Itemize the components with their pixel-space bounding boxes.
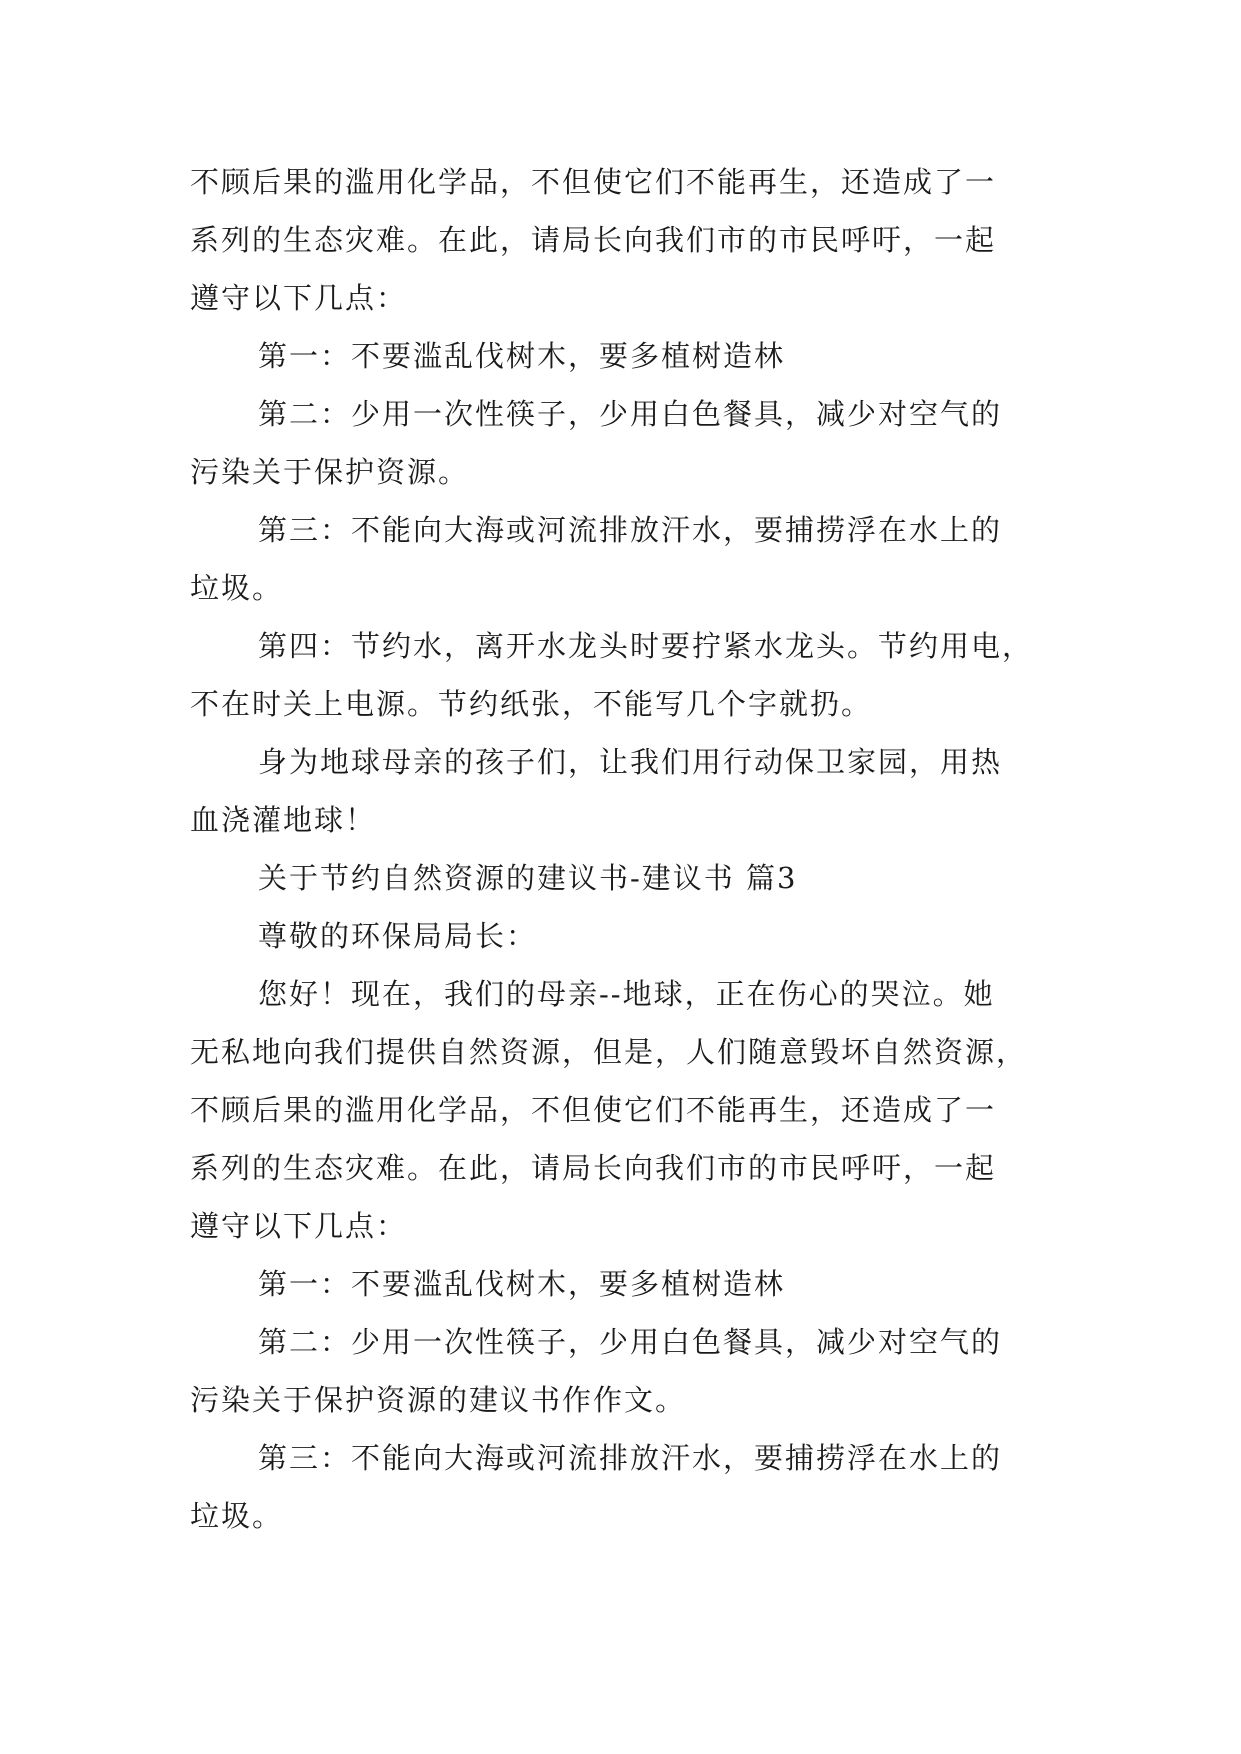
text-line: 身为地球母亲的孩子们，让我们用行动保卫家园，用热 — [258, 745, 1003, 779]
text-line: 血浇灌地球！ — [190, 803, 377, 837]
text-line: 不在时关上电源。节约纸张，不能写几个字就扔。 — [190, 687, 873, 721]
text-line: 您好！现在，我们的母亲--地球，正在伤心的哭泣。她 — [258, 977, 995, 1011]
text-line: 第二：少用一次性筷子，少用白色餐具，减少对空气的 — [258, 1325, 1003, 1359]
text-line: 污染关于保护资源的建议书作作文。 — [190, 1383, 687, 1417]
text-line: 第三：不能向大海或河流排放汗水，要捕捞浮在水上的 — [258, 1441, 1003, 1475]
text-line: 第四：节约水，离开水龙头时要拧紧水龙头。节约用电， — [258, 629, 1034, 663]
text-line: 遵守以下几点： — [190, 281, 408, 315]
document-page — [190, 153, 1060, 1545]
text-line: 系列的生态灾难。在此，请局长向我们市的市民呼吁，一起 — [190, 1151, 997, 1185]
text-line: 垃圾。 — [190, 571, 284, 605]
text-line: 第一：不要滥乱伐树木，要多植树造林 — [258, 1267, 786, 1301]
text-line: 第一：不要滥乱伐树木，要多植树造林 — [258, 339, 786, 373]
text-line: 不顾后果的滥用化学品，不但使它们不能再生，还造成了一 — [190, 1093, 997, 1127]
text-line: 遵守以下几点： — [190, 1209, 408, 1243]
text-line: 无私地向我们提供自然资源，但是，人们随意毁坏自然资源， — [190, 1035, 1028, 1069]
section-heading: 关于节约自然资源的建议书-建议书 篇3 — [258, 861, 798, 895]
text-line: 第三：不能向大海或河流排放汗水，要捕捞浮在水上的 — [258, 513, 1003, 547]
salutation: 尊敬的环保局局长： — [258, 919, 538, 953]
text-line: 垃圾。 — [190, 1499, 284, 1533]
text-line: 污染关于保护资源。 — [190, 455, 470, 489]
text-line: 不顾后果的滥用化学品，不但使它们不能再生，还造成了一 — [190, 165, 997, 199]
text-line: 系列的生态灾难。在此，请局长向我们市的市民呼吁，一起 — [190, 223, 997, 257]
text-line: 第二：少用一次性筷子，少用白色餐具，减少对空气的 — [258, 397, 1003, 431]
